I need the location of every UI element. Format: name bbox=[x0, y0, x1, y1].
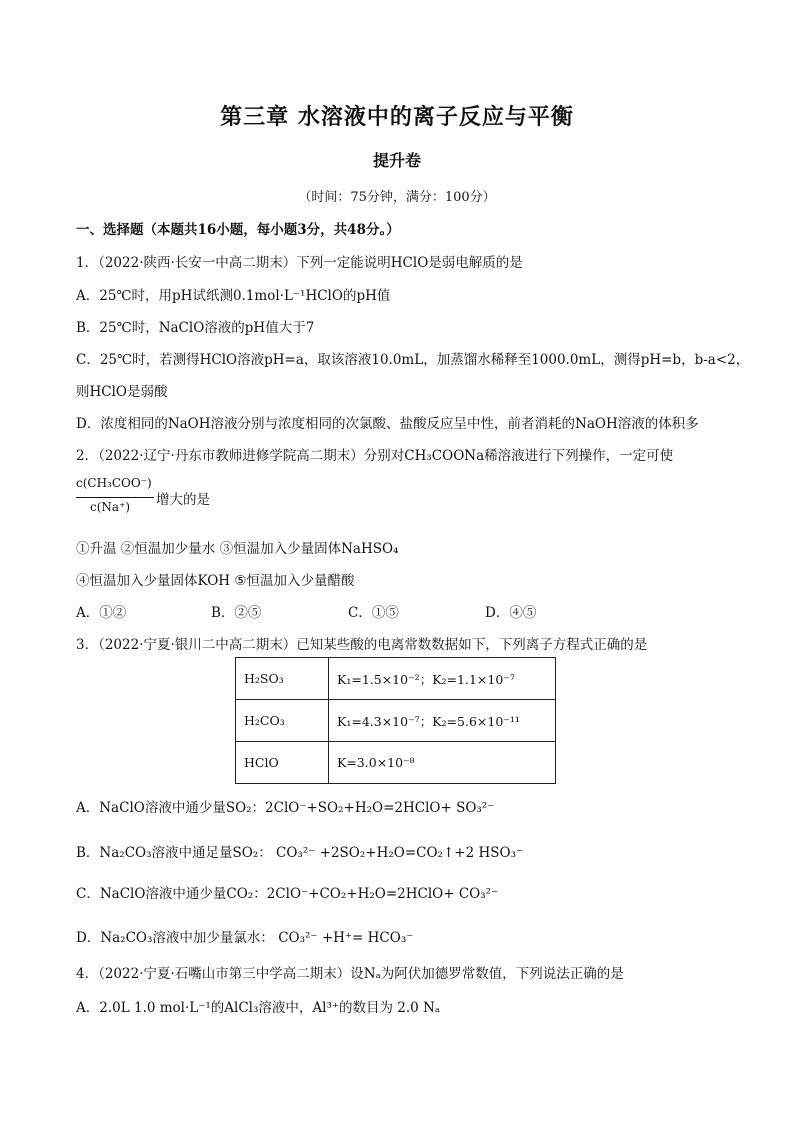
q2-stem-tail: 增大的是 bbox=[156, 492, 210, 508]
table-row bbox=[236, 742, 556, 784]
fraction-denominator: c(Na⁺) bbox=[90, 500, 131, 514]
acid-cell: H₂SO₃ bbox=[236, 658, 329, 700]
q3-option-a: A．NaClO溶液中通少量SO₂：2ClO⁻+SO₂+H₂O=2HClO+ SO₃²⁻ bbox=[76, 800, 495, 816]
q2-option-b: B．②⑤ bbox=[211, 605, 262, 621]
table-row bbox=[236, 700, 556, 742]
constant-cell: K₁=1.5×10⁻²；K₂=1.1×10⁻⁷ bbox=[329, 658, 556, 700]
fraction-bar bbox=[76, 497, 154, 498]
concentration-ratio-fraction bbox=[76, 476, 236, 520]
q1-option-c-continued: 则HClO是弱酸 bbox=[76, 384, 168, 400]
q1-option-c: C．25℃时，若测得HClO溶液pH=a，取该溶液10.0mL，加蒸馏水稀释至1000.0mL，测得pH=b，b-a<2， bbox=[76, 352, 750, 368]
q3-stem: 3．（2022·宁夏·银川二中高二期末）已知某些酸的电离常数数据如下，下列离子方程式正确的是 bbox=[76, 637, 648, 653]
q2-items-row-2: ④恒温加入少量固体KOH ⑤恒温加入少量醋酸 bbox=[76, 573, 355, 589]
q1-option-b: B．25℃时，NaClO溶液的pH值大于7 bbox=[76, 320, 315, 336]
q3-option-c: C．NaClO溶液中通少量CO₂：2ClO⁻+CO₂+H₂O=2HClO+ CO₃²⁻ bbox=[76, 886, 499, 902]
q4-stem: 4．（2022·宁夏·石嘴山市第三中学高二期末）设Nₐ为阿伏加德罗常数值，下列说法正确的是 bbox=[76, 966, 624, 982]
q3-option-b: B．Na₂CO₃溶液中通足量SO₂： CO₃²⁻ +2SO₂+H₂O=CO₂↑+2 HSO₃⁻ bbox=[76, 845, 524, 861]
page-subtitle: 提升卷 bbox=[372, 151, 421, 170]
page-title: 第三章 水溶液中的离子反应与平衡 bbox=[220, 105, 574, 130]
exam-meta: （时间：75分钟，满分：100分） bbox=[298, 190, 496, 205]
constant-cell: K=3.0×10⁻⁸ bbox=[329, 742, 556, 784]
q1-stem: 1．（2022·陕西·长安一中高二期末）下列一定能说明HClO是弱电解质的是 bbox=[76, 255, 523, 271]
q2-stem: 2．（2022·辽宁·丹东市教师进修学院高二期末）分别对CH₃COONa稀溶液进行下列操作，一定可使 bbox=[76, 448, 674, 464]
ionization-constant-table bbox=[235, 657, 556, 784]
q1-option-d: D．浓度相同的NaOH溶液分别与浓度相同的次氯酸、盐酸反应呈中性，前者消耗的NaOH溶液的体积多 bbox=[76, 416, 699, 432]
constant-cell: K₁=4.3×10⁻⁷；K₂=5.6×10⁻¹¹ bbox=[329, 700, 556, 742]
q2-items-row-1: ①升温 ②恒温加少量水 ③恒温加入少量固体NaHSO₄ bbox=[76, 541, 399, 557]
q3-option-d: D．Na₂CO₃溶液中加少量氯水： CO₃²⁻ +H⁺= HCO₃⁻ bbox=[76, 930, 414, 946]
table-row bbox=[236, 658, 556, 700]
fraction-numerator: c(CH₃COO⁻) bbox=[76, 476, 152, 490]
q2-option-d: D．④⑤ bbox=[485, 605, 537, 621]
q2-option-a: A．①② bbox=[76, 605, 127, 621]
section-heading: 一、选择题（本题共16小题，每小题3分，共48分。） bbox=[76, 222, 400, 238]
q2-option-c: C．①⑤ bbox=[348, 605, 399, 621]
q1-option-a: A．25℃时，用pH试纸测0.1mol·L⁻¹HClO的pH值 bbox=[76, 288, 391, 304]
q4-option-a: A．2.0L 1.0 mol·L⁻¹的AlCl₃溶液中，Al³⁺的数目为 2.0 Nₐ bbox=[76, 1000, 441, 1016]
acid-cell: HClO bbox=[236, 742, 329, 784]
acid-cell: H₂CO₃ bbox=[236, 700, 329, 742]
